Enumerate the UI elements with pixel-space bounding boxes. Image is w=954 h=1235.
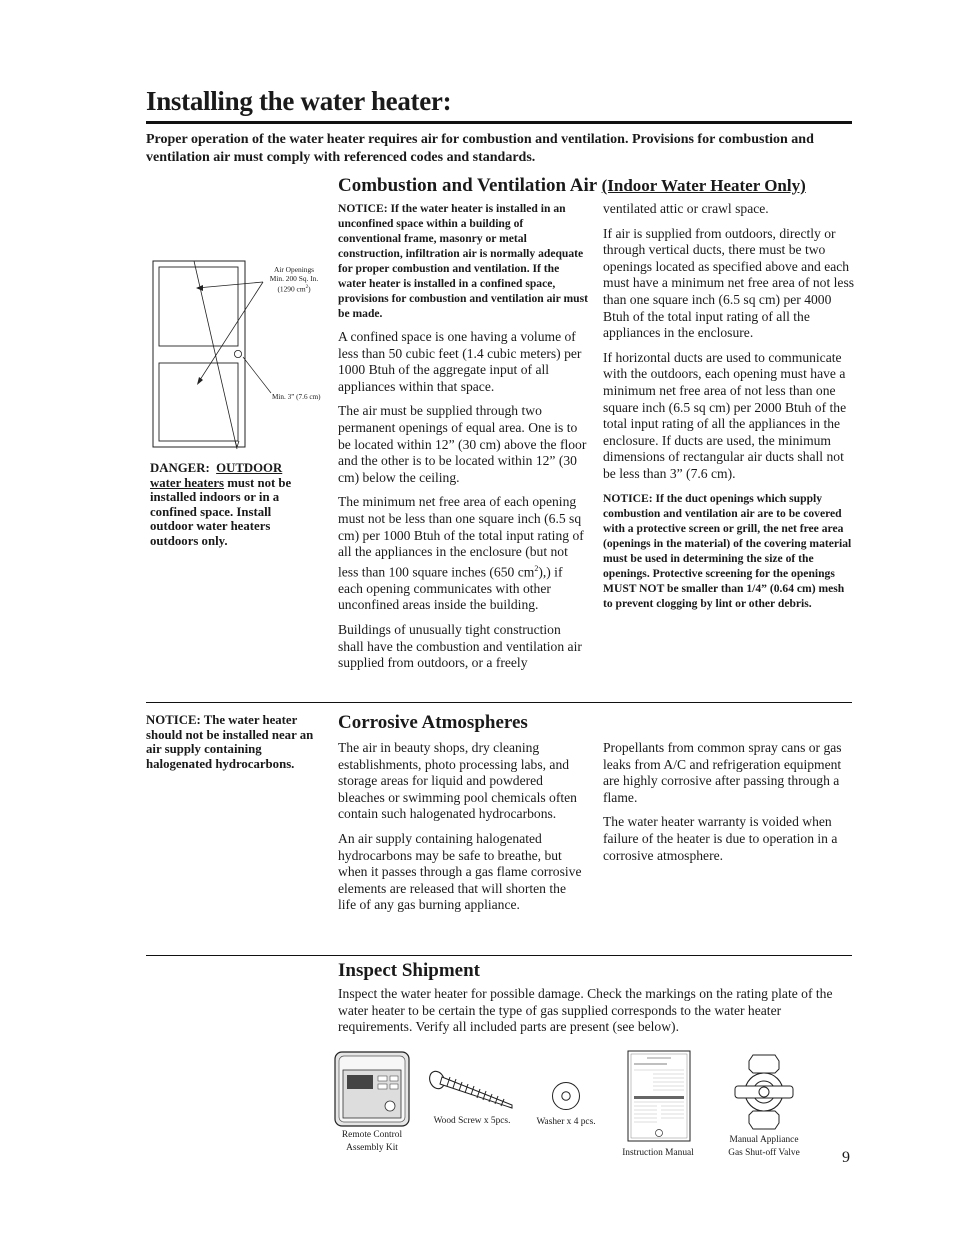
combustion-notice: NOTICE: If the water heater is installed in an unconfined space within a building of conventional frame, masonry or metal construction, infiltration air is normally adequate for proper combustion and ventilation. If the water heater is installed in a confined space, provisions for combustion and ventilation air must be made.	[338, 202, 588, 320]
page-number: 9	[842, 1149, 850, 1166]
combustion-p1: A confined space is one having a volume of less than 50 cubic feet (1.4 cubic meters) per 1000 Btuh of the aggregate input of all appliances within that space.	[338, 329, 582, 394]
wood-screw-icon	[426, 1068, 522, 1112]
section-divider-1	[146, 702, 852, 703]
combustion-heading-main: Combustion and Ventilation Air	[338, 175, 597, 196]
gas-shutoff-valve-icon	[733, 1053, 795, 1131]
corrosive-col-left	[338, 740, 586, 922]
instruction-manual-icon	[627, 1050, 691, 1142]
washer-caption: Washer x 4 pcs.	[536, 1117, 596, 1127]
duct-screen-notice: NOTICE: If the duct openings which supply combustion and ventilation air are to be covered with a protective screen or grill, the net free area (openings in the material) of the covering material must be used in determining the size of the openings. Protective screening for the openings MUST NOT be smaller than 1/4” (0.64 cm) mesh to prevent clogging by lint or other debris.	[603, 491, 852, 610]
corrosive-heading: Corrosive Atmospheres	[338, 712, 528, 733]
combustion-r2: If air is supplied from outdoors, directly or through vertical ducts, there must be two openings located as specified above and each must have a minimum net free area of not less than one square inch (6.5 sq cm) per 4000 Btuh of the total input rating of all the appliances in the enclosure.	[603, 225, 855, 341]
combustion-p4: Buildings of unusually tight construction shall have the combustion and ventilation air supplied from outdoors, or a freely	[338, 622, 582, 671]
halogen-notice: NOTICE: The water heater should not be installed near an air supply containing halogenated hydrocarbons.	[146, 713, 314, 771]
min-clearance-label: Min. 3” (7.6 cm)	[272, 393, 321, 401]
air-openings-label: Air Openings Min. 200 Sq. In. (1290 $cm^2$)	[269, 265, 319, 294]
corrosive-p2: An air supply containing halogenated hydrocarbons may be safe to breathe, but when it passes through a gas flame corrosive elements are released that will shorten the life of any gas burning appliance.	[338, 830, 582, 913]
corrosive-col-right	[603, 740, 855, 872]
title-rule	[146, 121, 852, 124]
danger-note: DANGER: OUTDOOR water heaters must not be installed indoors or in a confined space. Install outdoor water heaters outdoors only.	[150, 461, 292, 548]
instruction-manual-caption: Instruction Manual	[622, 1148, 694, 1158]
section-divider-2	[146, 955, 852, 956]
combustion-col-left	[338, 201, 588, 680]
remote-control-caption: Remote Control Assembly Kit	[341, 1130, 403, 1153]
combustion-p2: The air must be supplied through two permanent openings of equal area. One is to be located within 12” (30 cm) above the floor and the other is to be located within 12” (30 cm) below the ceiling.	[338, 403, 587, 485]
inspect-heading: Inspect Shipment	[338, 960, 480, 981]
intro-text: Proper operation of the water heater requires air for combustion and ventilation. Provisions for combustion and ventilation air must comply with referenced codes and standards.	[146, 132, 814, 165]
combustion-r1: ventilated attic or crawl space.	[603, 201, 769, 216]
remote-control-icon	[334, 1051, 410, 1127]
danger-outdoor-emphasis: OUTDOOR water heaters	[150, 461, 283, 490]
combustion-heading	[338, 175, 806, 197]
combustion-r3: If horizontal ducts are used to communicate with the outdoors, each opening must have a minimum net free area of not less than one square inch (6.5 sq cm) per 2000 Btuh of the total input rating of all the appliances in the enclosure. If ducts are used, the minimum dimensions of rectangular air ducts shall not be less than 3” (7.6 cm).	[603, 349, 847, 481]
combustion-p3: The minimum net free area of each opening must not be less than one square inch (6.5 sq cm) per 1000 Btuh of the total input rating of all the appliances in the enclosure (but not less than 100 square inches (650 $cm^2$),) if each opening communicates with other unconfined areas inside the building.	[338, 494, 584, 613]
washer-icon	[551, 1081, 581, 1111]
combustion-col-right	[603, 201, 855, 611]
combustion-heading-qualifier: (Indoor Water Heater Only)	[601, 176, 806, 195]
corrosive-r2: The water heater warranty is voided when failure of the heater is due to operation in a corrosive atmosphere.	[603, 814, 838, 863]
page-title: Installing the water heater:	[146, 86, 452, 116]
corrosive-p1: The air in beauty shops, dry cleaning establishments, photo processing labs, and storage areas for liquid and powdered bleaches or swimming pool chemicals often contain such halogenated hydrocarbons.	[338, 740, 577, 822]
wood-screw-caption: Wood Screw x 5pcs.	[433, 1116, 511, 1126]
corrosive-r1: Propellants from common spray cans or gas leaks from A/C and refrigeration equipment are highly corrosive after passing through a flame.	[603, 740, 842, 805]
inspect-text: Inspect the water heater for possible damage. Check the markings on the rating plate of the water heater to be certain the type of gas supplied corresponds to the water heater requirements. Verify all included parts are present (see below).	[338, 986, 833, 1035]
gas-shutoff-valve-caption: Manual Appliance Gas Shut-off Valve	[728, 1135, 800, 1158]
